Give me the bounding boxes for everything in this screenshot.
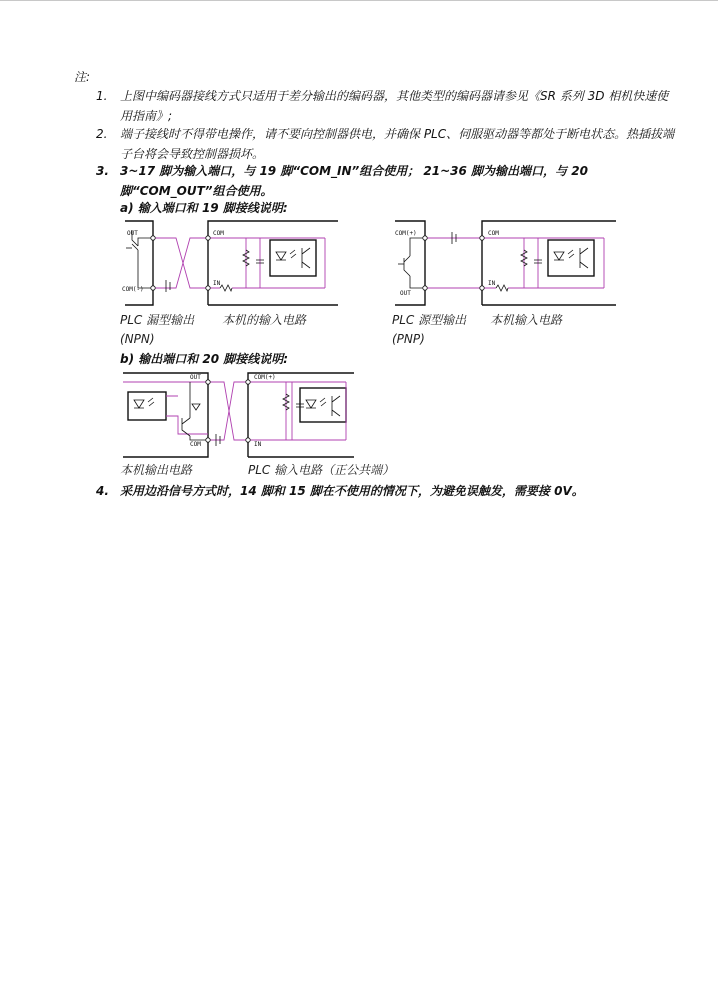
note-number: 3.	[96, 164, 109, 178]
caption-pnp-left: PLC 源型输出	[392, 313, 467, 327]
label-in: IN	[213, 280, 221, 287]
label-com: COM	[190, 441, 201, 448]
note-text: 3~17 脚为输入端口，与 19 脚“COM_IN”组合使用； 21~36 脚为输出端口，与 20 脚“COM_OUT”组合使用。	[120, 164, 588, 198]
label-in: IN	[254, 441, 262, 448]
note-text: 上图中编码器接线方式只适用于差分输出的编码器，其他类型的编码器请参见《SR 系列 3D 相机快速使用指南》;	[120, 89, 669, 123]
caption-out-left: 本机输出电路	[120, 463, 193, 477]
output-wiring-diagram	[120, 370, 356, 462]
top-rule	[0, 0, 718, 1]
label-com-plus: COM(+)	[395, 230, 417, 237]
caption-npn-left: PLC 漏型输出	[120, 313, 195, 327]
caption-npn-right: 本机的输入电路	[222, 313, 307, 327]
label-out: OUT	[190, 374, 201, 381]
note-text: 采用边沿信号方式时，14 脚和 15 脚在不使用的情况下，为避免误触发，需要接 0V。	[120, 484, 584, 498]
pnp-wiring-diagram	[392, 218, 618, 310]
label-com-minus: COM(-)	[122, 286, 144, 293]
caption-out-right: PLC 输入电路（正公共端）	[248, 463, 395, 477]
label-com: COM	[213, 230, 224, 237]
label-out: OUT	[400, 290, 411, 297]
note-number: 4.	[96, 484, 109, 498]
note-number: 2.	[96, 127, 108, 141]
note-label: 注:	[74, 70, 91, 84]
label-com-plus: COM(+)	[254, 374, 276, 381]
caption-pnp-right: 本机输入电路	[490, 313, 563, 327]
note-number: 1.	[96, 89, 108, 103]
subheading-a: a) 输入端口和 19 脚接线说明:	[120, 201, 288, 215]
subheading-b: b) 输出端口和 20 脚接线说明:	[120, 352, 289, 366]
label-in: IN	[488, 280, 496, 287]
label-out: OUT	[127, 230, 138, 237]
label-com: COM	[488, 230, 499, 237]
note-text: 端子接线时不得带电操作，请不要向控制器供电，并确保 PLC、伺服驱动器等都处于断电状态。热插拔端子台将会导致控制器损坏。	[120, 127, 675, 161]
caption-npn-left-2: (NPN)	[120, 332, 155, 346]
npn-wiring-diagram	[120, 218, 340, 310]
caption-pnp-left-2: (PNP)	[392, 332, 425, 346]
